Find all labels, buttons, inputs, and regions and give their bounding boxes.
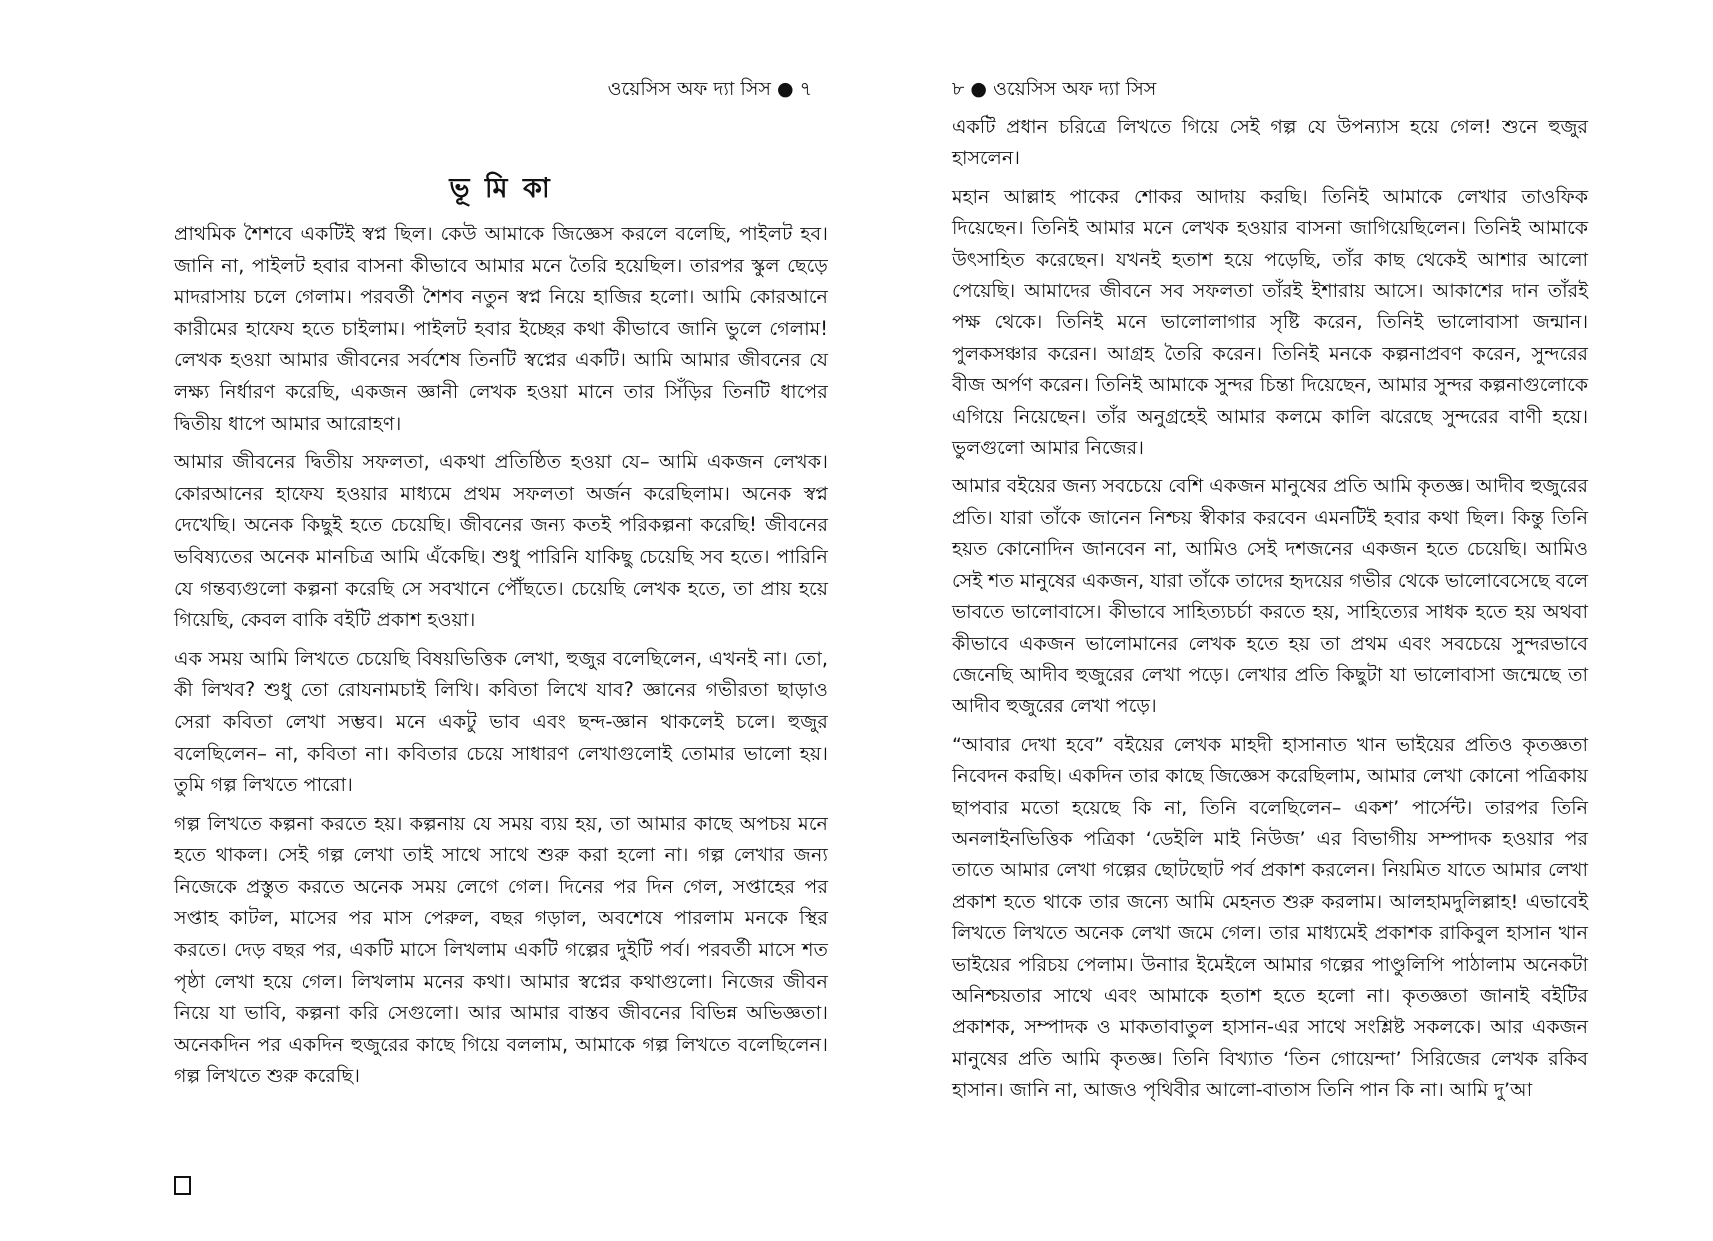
section-heading: ভূ মি কা (449, 173, 553, 204)
paragraph: “আবার দেখা হবে” বইয়ের লেখক মাহদী হাসানাত খান ভাইয়ের প্রতিও কৃতজ্ঞতা নিবেদন করছি। একদিন তার কাছে জিজ্ঞেস করেছিলাম, আমার লেখা কোনো পত্রিকায় ছাপবার মতো হয়েছে কি না, তিনি বলেছিলেন– একশ’ পার্সেন্ট। তারপর তিনি অনলাইনভিত্তিক পত্রিকা ‘ডেইলি মাই নিউজ’ এর বিভাগীয় সম্পাদক হওয়ার পর তাতে আমার লেখা গল্পের ছোটছোট পর্ব প্রকাশ করলেন। নিয়মিত যাতে আমার লেখা প্রকাশ হতে থাকে তার জন্যে আমি মেহনত শুরু করলাম। আলহামদুলিল্লাহ! এভাবেই লিখতে লিখতে অনেক লেখা জমে গেল। তার মাধ্যমেই প্রকাশক রাকিবুল হাসান খান ভাইয়ের পরিচয় পেলাম। উনাার ইমেইলে আমার গল্পের পাণ্ডুলিপি পাঠালাম অনেকটা অনিশ্চয়তার সাথে এবং আমাকে হতাশ হতে হলো না। কৃতজ্ঞতা জানাই বইটির প্রকাশক, সম্পাদক ও মাকতাবাতুল হাসান-এর সাথে সংশ্লিষ্ট সকলকে। আর একজন মানুষের প্রতি আমি কৃতজ্ঞ। তিনি বিখ্যাত ‘তিন গোয়েন্দা’ সিরিজের লেখক রকিব হাসান। জানি না, আজও পৃথিবীর আলো-বাতাস তিনি পান কি না। আমি দু’আ (952, 733, 1588, 1102)
paragraph: আমার জীবনের দ্বিতীয় সফলতা, একথা প্রতিষ্ঠিত হওয়া যে– আমি একজন লেখক। কোরআনের হাফেয হওয়ার মাধ্যমে প্রথম সফলতা অর্জন করেছিলাম। অনেক স্বপ্ন দেখেছি। অনেক কিছুই হতে চেয়েছি। জীবনের জন্য কতই পরিকল্পনা করেছি! জীবনের ভবিষ্যতের অনেক মানচিত্র আমি এঁকেছি। শুধু পারিনি যাকিছু চেয়েছি সব হতে। পারিনি যে গন্তব্যগুলো কল্পনা করেছি সে সবখানে পৌঁছতে। চেয়েছি লেখক হতে, তা প্রায় হয়ে গিয়েছি, কেবল বাকি বইটি প্রকাশ হওয়া। (174, 450, 828, 632)
paragraph: আমার বইয়ের জন্য সবচেয়ে বেশি একজন মানুষের প্রতি আমি কৃতজ্ঞ। আদীব হুজুরের প্রতি। যারা তাঁকে জানেন নিশ্চয় স্বীকার করবেন এমনটিই হবার কথা ছিল। কিন্তু তিনি হয়ত কোনোদিন জানবেন না, আমিও সেই দশজনের একজন হতে চেয়েছি। আমিও সেই শত মানুষের একজন, যারা তাঁকে তাদের হৃদয়ের গভীর থেকে ভালোবেসেছে বলে ভাবতে ভালোবাসে। কীভাবে সাহিত্যচর্চা করতে হয়, সাহিত্যের সাধক হতে হয় অথবা কীভাবে একজন ভালোমানের লেখক হতে হয় তা প্রথম এবং সবচেয়ে সুন্দরভাবে জেনেছি আদীব হুজুরের লেখা পড়ে। লেখার প্রতি কিছুটা যা ভালোবাসা জন্মেছে তা আদীব হুজুরের লেখা পড়ে। (952, 475, 1588, 718)
paragraph: প্রাথমিক শৈশবে একটিই স্বপ্ন ছিল। কেউ আমাকে জিজ্ঞেস করলে বলেছি, পাইলট হব। জানি না, পাইলট হবার বাসনা কীভাবে আমার মনে তৈরি হয়েছিল। তারপর স্কুল ছেড়ে মাদরাসায় চলে গেলাম। পরবর্তী শৈশব নতুন স্বপ্ন নিয়ে হাজির হলো। আমি কোরআনে কারীমের হাফেয হতে চাইলাম। পাইলট হবার ইচ্ছের কথা কীভাবে জানি ভুলে গেলাম! লেখক হওয়া আমার জীবনের সর্বশেষ তিনটি স্বপ্নের একটি। আমি আমার জীবনের যে লক্ষ্য নির্ধারণ করেছি, একজন জ্ঞানী লেখক হওয়া মানে তার সিঁড়ির তিনটি ধাপের দ্বিতীয় ধাপে আমার আরোহণ। (174, 222, 828, 435)
running-header-left: ওয়েসিস অফ দ্যা সিস ● ৭ (607, 78, 812, 100)
left-page-body (174, 218, 828, 1099)
left-page (0, 0, 856, 1241)
paragraph: এক সময় আমি লিখতে চেয়েছি বিষয়ভিত্তিক লেখা, হুজুর বলেছিলেন, এখনই না। তো, কী লিখব? শুধু তো রোযনামচাই লিখি। কবিতা লিখে যাব? জ্ঞানের গভীরতা ছাড়াও সেরা কবিতা লেখা সম্ভব। মনে একটু ভাব এবং ছন্দ-জ্ঞান থাকলেই চলে। হুজুর বলেছিলেন– না, কবিতা না। কবিতার চেয়ে সাধারণ লেখাগুলোই তোমার ভালো হয়। তুমি গল্প লিখতে পারো। (174, 646, 828, 797)
paragraph: মহান আল্লাহ পাকের শোকর আদায় করছি। তিনিই আমাকে লেখার তাওফিক দিয়েছেন। তিনিই আমার মনে লেখক হওয়ার বাসনা জাগিয়েছিলেন। তিনিই আমাকে উৎসাহিত করেছেন। যখনই হতাশ হয়ে পড়েছি, তাঁর কাছ থেকেই আশার আলো পেয়েছি। আমাদের জীবনে সব সফলতা তাঁরই ইশারায় আসে। আকাশের দান তাঁরই পক্ষ থেকে। তিনিই মনে ভালোলাগার সৃষ্টি করেন, তিনিই ভালোবাসা জন্মান। পুলকসঞ্চার করেন। আগ্রহ তৈরি করেন। তিনিই মনকে কল্পনাপ্রবণ করেন, সুন্দরের বীজ অর্পণ করেন। তিনিই আমাকে সুন্দর চিন্তা দিয়েছেন, আমার সুন্দর কল্পনাগুলোকে এগিয়ে নিয়েছেন। তাঁর অনুগ্রহেই আমার কলমে কালি ঝরেছে সুন্দরের বাণী হয়ে। ভুলগুলো আমার নিজের। (952, 185, 1588, 460)
right-page-body (952, 112, 1588, 1114)
running-header-right: ৮ ● ওয়েসিস অফ দ্যা সিস (952, 78, 1157, 100)
right-page (856, 0, 1713, 1241)
page-marker-box (174, 1176, 191, 1195)
paragraph: গল্প লিখতে কল্পনা করতে হয়। কল্পনায় যে সময় ব্যয় হয়, তা আমার কাছে অপচয় মনে হতে থাকল। সেই গল্প লেখা তাই সাথে সাথে শুরু করা হলো না। গল্প লেখার জন্য নিজেকে প্রস্তুত করতে অনেক সময় লেগে গেল। দিনের পর দিন গেল, সপ্তাহের পর সপ্তাহ কাটল, মাসের পর মাস পেরুল, বছর গড়াল, অবশেষে পারলাম মনকে স্থির করতে। দেড় বছর পর, একটি মাসে লিখলাম একটি গল্পের দুইটি পর্ব। পরবর্তী মাসে শত পৃষ্ঠা লেখা হয়ে গেল। লিখলাম মনের কথা। আমার স্বপ্নের কথাগুলো। নিজের জীবন নিয়ে যা ভাবি, কল্পনা করি সেগুলো। আর আমার বাস্তব জীবনের বিভিন্ন অভিজ্ঞতা। অনেকদিন পর একদিন হুজুরের কাছে গিয়ে বললাম, আমাকে গল্প লিখতে বলেছিলেন। গল্প লিখতে শুরু করেছি। (174, 811, 828, 1088)
paragraph: একটি প্রধান চরিত্রে লিখতে গিয়ে সেই গল্প যে উপন্যাস হয়ে গেল! শুনে হুজুর হাসলেন। (952, 116, 1588, 170)
